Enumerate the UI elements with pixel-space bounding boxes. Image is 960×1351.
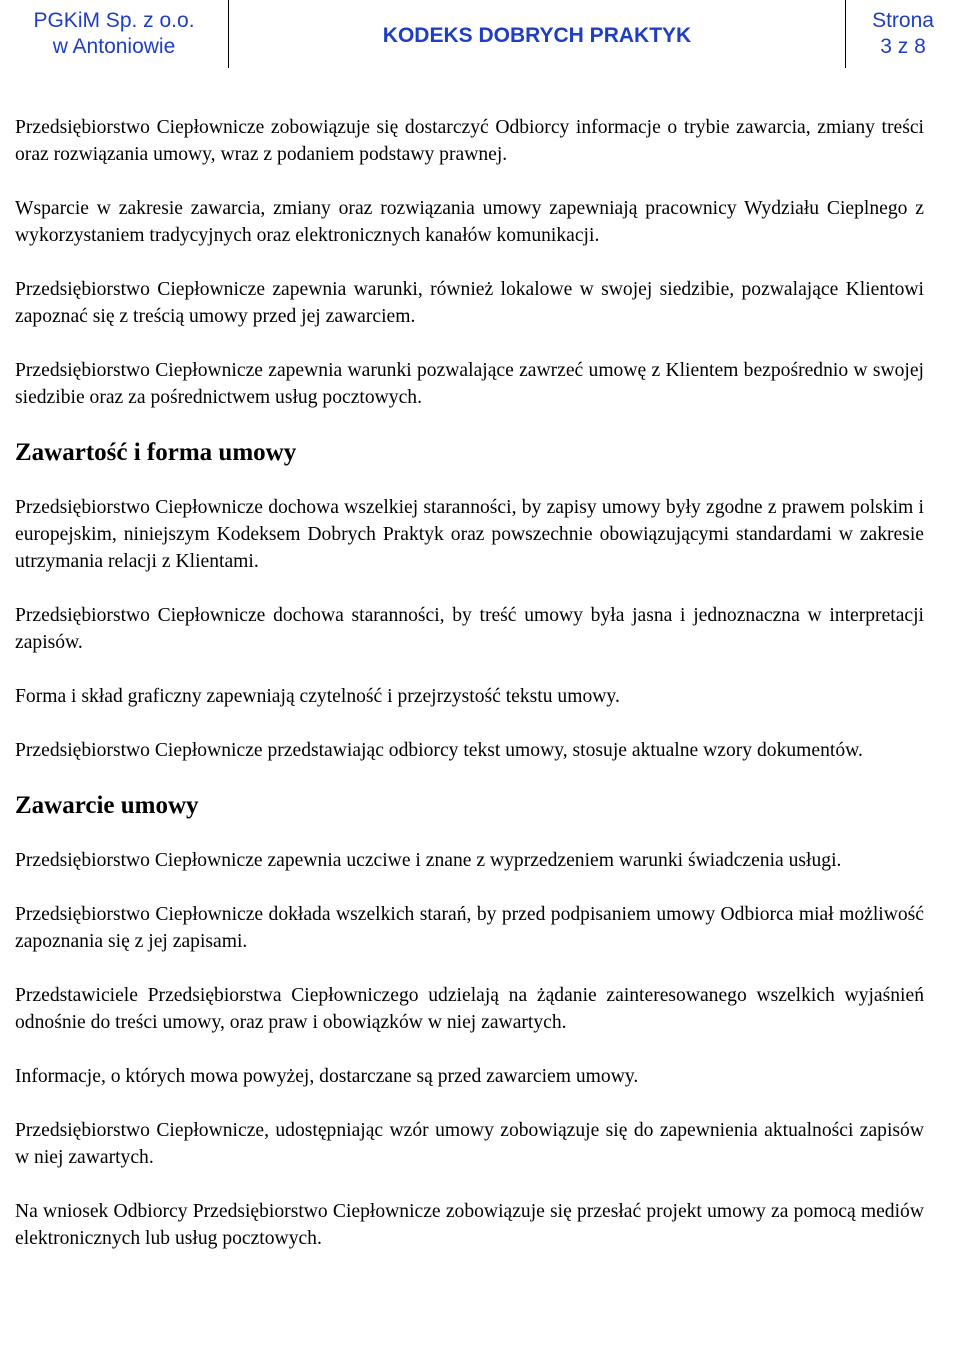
paragraph: Przedsiębiorstwo Ciepłownicze zapewnia warunki, również lokalowe w swojej siedzibie, pozwalające Klientowi zapoznać się z treścią umowy przed jej zawarciem. — [15, 279, 924, 327]
page-number: 3 z 8 — [880, 35, 926, 58]
paragraph: Przedstawiciele Przedsiębiorstwa Ciepłowniczego udzielają na żądanie zainteresowanego wszelkich wyjaśnień odnośnie do treści umowy, oraz praw i obowiązków w niej zawartych. — [15, 985, 924, 1033]
company-name — [0, 0, 228, 68]
company-name-line2: w Antoniowie — [52, 35, 176, 58]
page-indicator — [846, 0, 960, 68]
paragraph: Forma i skład graficzny zapewniają czytelność i przejrzystość tekstu umowy. — [15, 686, 620, 707]
document-title-text: KODEKS DOBRYCH PRAKTYK — [382, 24, 692, 47]
paragraph: Przedsiębiorstwo Ciepłownicze zapewnia warunki pozwalające zawrzeć umowę z Klientem bezpośrednio w swojej siedzibie oraz za pośrednictwem usług pocztowych. — [15, 360, 924, 408]
paragraph: Przedsiębiorstwo Ciepłownicze dochowa wszelkiej staranności, by zapisy umowy były zgodne z prawem polskim i europejskim, niniejszym Kodeksem Dobrych Praktyk oraz powszechnie obowiązującymi standardami w zakresie utrzymania relacji z Klientami. — [15, 497, 924, 572]
page-header — [0, 0, 960, 68]
paragraph: Przedsiębiorstwo Ciepłownicze zapewnia uczciwe i znane z wyprzedzeniem warunki świadczenia usługi. — [15, 850, 842, 871]
document-body — [15, 114, 924, 1279]
company-name-line1: PGKiM Sp. z o.o. — [33, 9, 195, 32]
section-heading: Zawartość i forma umowy — [15, 439, 297, 466]
paragraph: Przedsiębiorstwo Ciepłownicze, udostępniając wzór umowy zobowiązuje się do zapewnienia aktualności zapisów w niej zawartych. — [15, 1120, 924, 1168]
paragraph: Na wniosek Odbiorcy Przedsiębiorstwo Ciepłownicze zobowiązuje się przesłać projekt umowy za pomocą mediów elektronicznych lub usług pocztowych. — [15, 1201, 924, 1249]
paragraph: Wsparcie w zakresie zawarcia, zmiany oraz rozwiązania umowy zapewniają pracownicy Wydziału Cieplnego z wykorzystaniem tradycyjnych oraz elektronicznych kanałów komunikacji. — [15, 198, 924, 246]
paragraph: Informacje, o których mowa powyżej, dostarczane są przed zawarciem umowy. — [15, 1066, 639, 1087]
section-heading: Zawarcie umowy — [15, 792, 199, 819]
paragraph: Przedsiębiorstwo Ciepłownicze dochowa staranności, by treść umowy była jasna i jednoznaczna w interpretacji zapisów. — [15, 605, 924, 653]
paragraph: Przedsiębiorstwo Ciepłownicze zobowiązuje się dostarczyć Odbiorcy informacje o trybie zawarcia, zmiany treści oraz rozwiązania umowy, wraz z podaniem podstawy prawnej. — [15, 117, 924, 165]
paragraph: Przedsiębiorstwo Ciepłownicze przedstawiając odbiorcy tekst umowy, stosuje aktualne wzory dokumentów. — [15, 740, 863, 761]
document-title — [228, 0, 846, 68]
page-label: Strona — [872, 9, 934, 32]
paragraph: Przedsiębiorstwo Ciepłownicze dokłada wszelkich starań, by przed podpisaniem umowy Odbiorca miał możliwość zapoznania się z jej zapisami. — [15, 904, 924, 952]
